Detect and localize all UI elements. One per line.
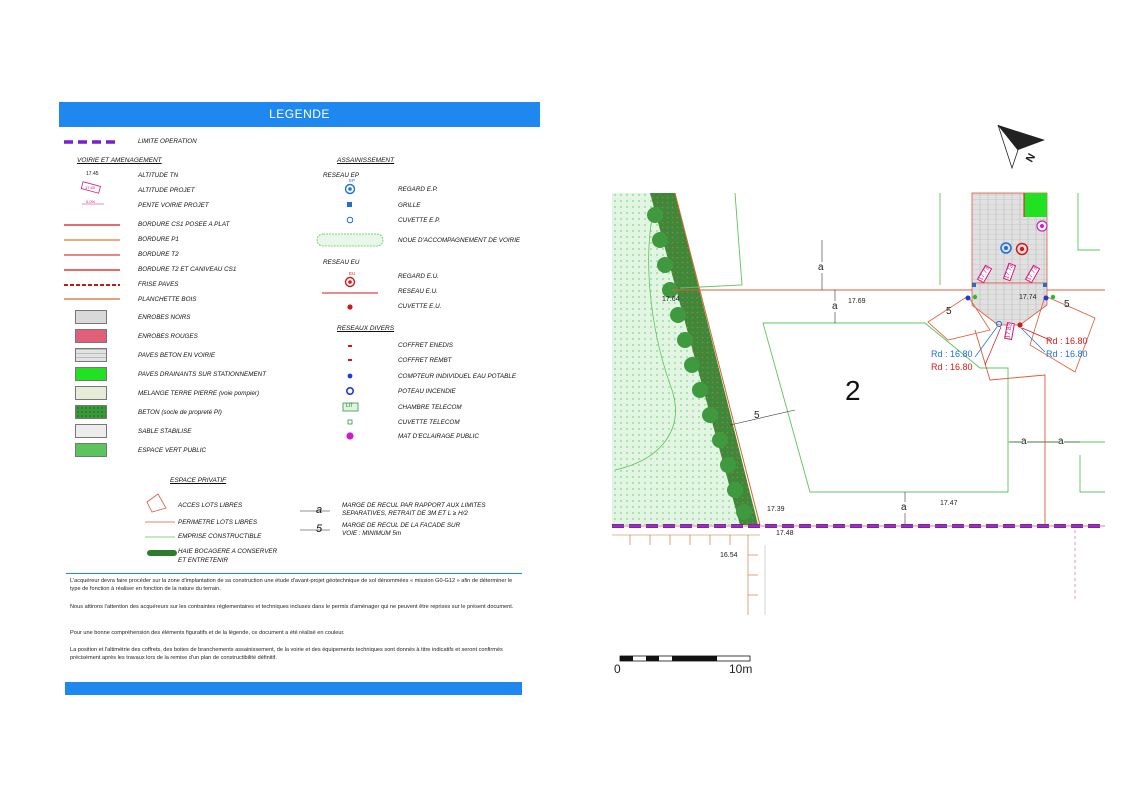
altitude-17-74: 17.74: [1019, 294, 1037, 301]
legend-item-cuvette-ep: CUVETTE E.P.: [398, 217, 441, 224]
legend-item-reseau-eu: RESEAU E.U.: [398, 288, 438, 295]
marge-5-line1: MARGE DE RECUL DE LA FACADE SUR: [342, 522, 461, 529]
scale-end-label: 10m: [729, 662, 753, 676]
drainant-parking: [1024, 193, 1047, 217]
curb-altitude-3: 17.73: [1026, 265, 1039, 283]
legend-item-emprise: EMPRISE CONSTRUCTIBLE: [178, 533, 262, 540]
eu-tag: EU: [349, 271, 356, 276]
rd-eu-left: Rd : 16.80: [931, 362, 973, 372]
note-3: Pour une bonne compréhension des éléments figuratifs et de la légende, ce document a été réalisé en couleur.: [70, 630, 345, 636]
access-paving: [972, 283, 1047, 325]
marge-a-line1: MARGE DE RECUL PAR RAPPORT AUX LIMITES: [342, 502, 486, 509]
altitude-16-54: 16.54: [720, 552, 738, 559]
scale-start-label: 0: [614, 662, 621, 676]
legend-item-paves-drainants: PAVES DRAINANTS SUR STATIONNEMENT: [138, 371, 267, 378]
reseau-ep-heading: RESEAU EP: [323, 172, 360, 179]
altitude-17-39: 17.39: [767, 506, 785, 513]
cuvette-eu-map: [1017, 322, 1022, 327]
legend-item-sable: SABLE STABILISE: [138, 428, 192, 435]
legend-item-haie-line2: ET ENTRETENIR: [178, 557, 229, 564]
reseau-eu-heading: RESEAU EU: [323, 259, 360, 266]
legend-item-mat-eclairage: MAT D'ECLAIRAGE PUBLIC: [398, 433, 479, 440]
ep-tag: EP: [349, 178, 356, 183]
legend-item-grille: GRILLE: [398, 202, 421, 209]
marge-a-line2: SEPARATIVES, RETRAIT DE 3M ET L ≥ H/2: [342, 510, 468, 517]
legend-item-pente: PENTE VOIRIE PROJET: [138, 202, 209, 209]
margin-a-2: a: [832, 301, 838, 312]
legend-item-compteur: COMPTEUR INDIVIDUEL EAU POTABLE: [398, 373, 517, 380]
rd-eu-right: Rd : 16.80: [1046, 336, 1088, 346]
legend-item-bordure-t2-caniveau: BORDURE T2 ET CANIVEAU CS1: [138, 266, 237, 273]
margin-a-4: a: [1058, 436, 1064, 447]
lt-tag: LIT: [346, 403, 354, 409]
legend-item-altitude-projet: ALTITUDE PROJET: [138, 187, 195, 194]
lot-number: 2: [845, 375, 861, 406]
legend-item-coffret-enedis: COFFRET ENEDIS: [398, 342, 453, 349]
curb-altitude-2: 17.73: [1004, 263, 1015, 281]
legend-item-altitude-tn: ALTITUDE TN: [138, 172, 179, 179]
margin-a-5: a: [901, 502, 907, 513]
altitude-17-64: 17.64: [662, 296, 680, 303]
altitude-tn-sample: 17.45: [86, 171, 99, 177]
marge-5-symbol: 5: [316, 523, 323, 535]
reseaux-divers-heading: RESEAUX DIVERS: [337, 325, 395, 332]
margin-5-3: 5: [1064, 299, 1070, 310]
legend-item-bordure-p1: BORDURE P1: [138, 236, 179, 243]
margin-a-1: a: [818, 262, 824, 273]
legend-item-espace-vert: ESPACE VERT PUBLIC: [138, 447, 207, 454]
curb-altitude-1: 17.73: [978, 265, 991, 283]
lot-boundary-mid: [975, 330, 1045, 525]
note-1: L'acquéreur devra faire procéder sur la zone d'implantation de sa construction une étude d'avant-projet géotechnique de sol dénommées « mission G0-G12 » afin de déterminer le type de fonction à réaliser en fonction de la nature du terrain.: [70, 578, 513, 592]
assainissement-heading: ASSAINISSEMENT: [337, 157, 395, 164]
note-2: Nous attirons l'attention des acquéreurs sur les contraintes réglementaires et techniques incluses dans le permis d'aménager qui ne peuvent être reprises sur le présent document.: [70, 604, 514, 610]
legend-item-frise-paves: FRISE PAVES: [138, 281, 179, 288]
pente-sample: 0.0%: [86, 199, 96, 204]
scale-bar: [620, 656, 750, 661]
margin-5-2: 5: [946, 306, 952, 317]
altitude-projet-sample: 17.60: [85, 185, 96, 190]
marge-a-symbol: a: [316, 504, 323, 516]
altitude-17-69: 17.69: [848, 298, 866, 305]
legend-item-beton: BETON (socle de propreté PI): [138, 409, 222, 416]
legend-item-enrobes-noirs: ENROBES NOIRS: [138, 314, 191, 321]
legend-item-paves-beton: PAVES BETON EN VOIRIE: [138, 352, 216, 359]
legend-item-regard-eu: REGARD E.U.: [398, 273, 439, 280]
legend-item-bordure-cs1: BORDURE CS1 POSEE A PLAT: [138, 221, 230, 228]
lot-line-right: [1078, 193, 1100, 250]
curb-altitude-4: 17.82: [1005, 323, 1014, 339]
altitude-17-48: 17.48: [776, 530, 794, 537]
legend-item-planchette: PLANCHETTE BOIS: [138, 296, 197, 303]
legend-item-terre-pierre: MELANGE TERRE PIERRE (voie pompier): [138, 390, 260, 397]
altitude-17-47: 17.47: [940, 500, 958, 507]
limit-operation-label: LIMITE OPERATION: [138, 138, 197, 145]
legend-item-cuvette-eu: CUVETTE E.U.: [398, 303, 442, 310]
espace-privatif-heading: ESPACE PRIVATIF: [170, 477, 227, 484]
legend-item-perimetre-lots: PERIMETRE LOTS LIBRES: [178, 519, 258, 526]
legend-title: LEGENDE: [59, 102, 540, 127]
marge-5-line2: VOIE : MINIMUM 5m: [342, 530, 402, 537]
legend-item-chambre-telecom: CHAMBRE TELECOM: [398, 404, 462, 411]
voirie-heading: VOIRIE ET AMENAGEMENT: [77, 157, 162, 164]
margin-5-1: 5: [754, 410, 760, 421]
legend-item-coffret-rembt: COFFRET REMBT: [398, 357, 452, 364]
margin-a-3: a: [1021, 436, 1027, 447]
legend-item-haie: HAIE BOCAGERE A CONSERVER: [178, 548, 278, 555]
legend-item-cuvette-telecom: CUVETTE TELECOM: [398, 419, 460, 426]
legend-item-bordure-t2: BORDURE T2: [138, 251, 179, 258]
legend-item-regard-ep: REGARD E.P.: [398, 186, 438, 193]
rd-ep-left: Rd : 16.80: [931, 349, 973, 359]
legend-item-acces-lots: ACCES LOTS LIBRES: [178, 502, 243, 509]
north-arrow-icon: [998, 125, 1045, 168]
north-label: N: [1023, 151, 1039, 165]
legend-item-poteau: POTEAU INCENDIE: [398, 388, 456, 395]
legend-item-noue: NOUE D'ACCOMPAGNEMENT DE VOIRIE: [398, 237, 521, 244]
rd-ep-right: Rd : 16.80: [1046, 349, 1088, 359]
note-4: La position et l'altimétrie des coffrets, des boites de branchements assainissement, de la voirie et des équipements techniques sont donnés à titre indicatifs et seront confirmés précisément après les travaux lors de la remise d'un plan de constructibilité définitif.: [70, 647, 503, 661]
legend-item-enrobes-rouges: ENROBES ROUGES: [138, 333, 198, 340]
planchette-ticks: [612, 535, 760, 615]
